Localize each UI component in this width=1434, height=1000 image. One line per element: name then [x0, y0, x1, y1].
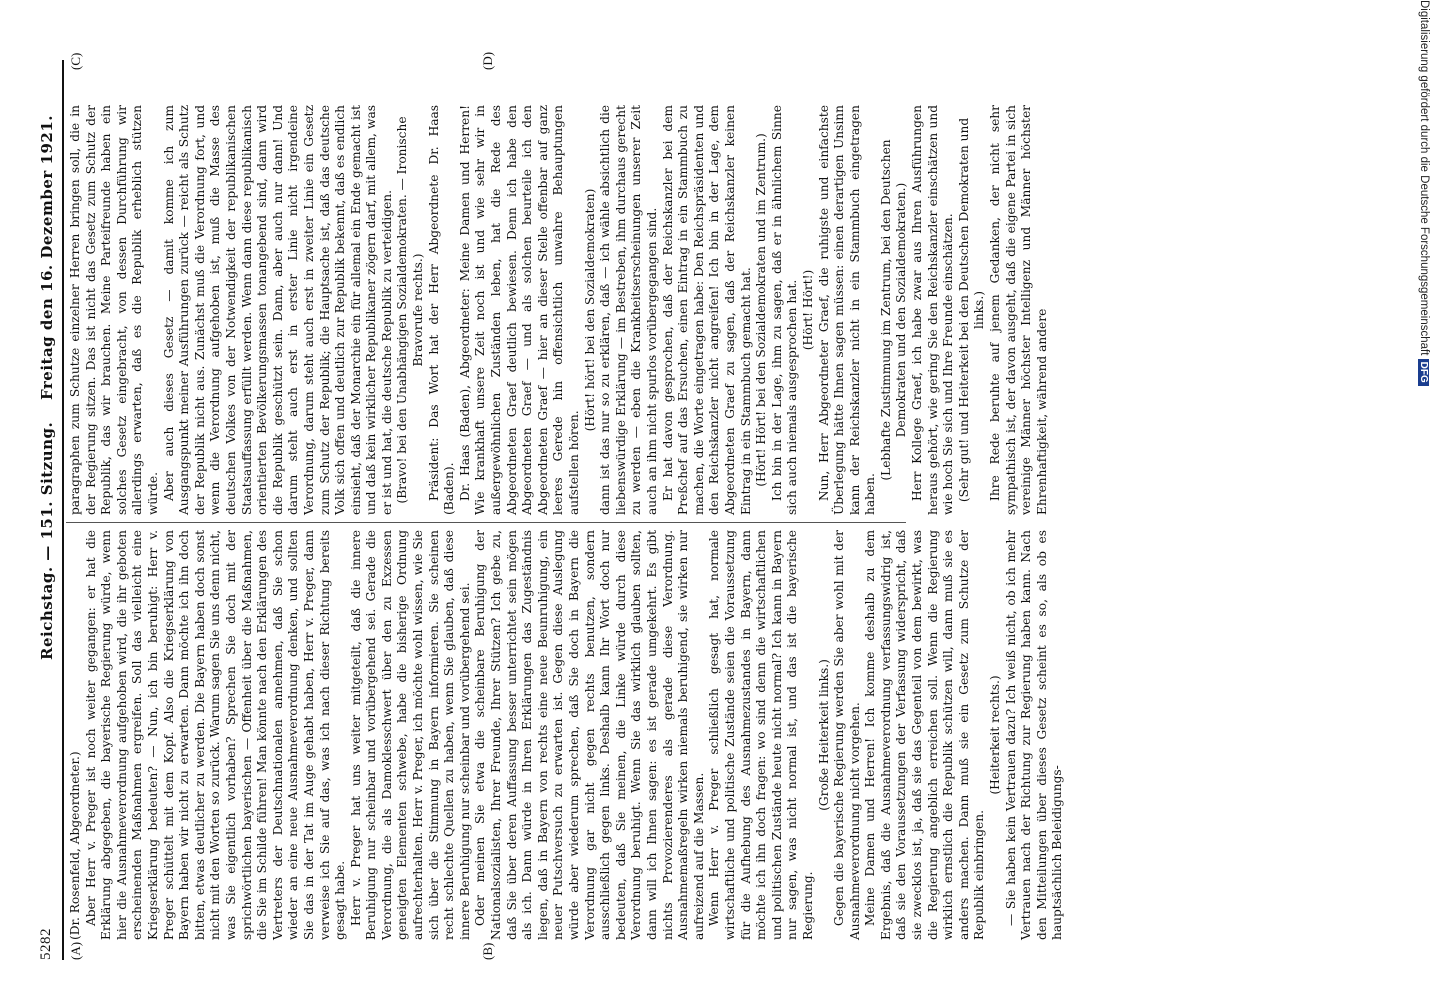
paragraph: (Heiterkeit rechts.) [988, 675, 1003, 795]
paragraph: dann ist das nur so zu erklären, daß — ich wähle absichtlich die liebenswürdige Erklärung — im Bestreben, ihm durchaus gerecht zu werden — eben die Krankheitserscheinungen unserer Zeit auch an ihm nicht spurlos vorübergegangen sind. [598, 105, 659, 515]
page-number: 5282 [38, 928, 54, 960]
paragraph: Er hat davon gesprochen, daß der Reichskanzler bei dem Preßchef auf das Ersuchen, einen Eintrag in ein Stammbuch zu machen, die Worte eingetragen habe: Den Reichspräsidenten und den Reichskanzler nicht angreifen! Ich bin in der Lage, dem Abgeordneten Graef zu sagen, daß der Reichskanzler keinen Eintrag in ein Stammbuch gemacht hat. [660, 105, 753, 515]
paragraph: Ich bin in der Lage, ihm zu sagen, daß er in ähnlichem Sinne sich auch niemals ausgesprochen hat. [769, 105, 800, 515]
credit-text: Digitalisierung gefördert durch die Deutsche Forschungsgemeinschaft [1418, 0, 1430, 356]
header-rule [62, 60, 64, 960]
paragraph: Herr Kollege Graef, ich habe zwar aus Ihren Ausführungen heraus gehört, wie gering Sie den Reichskanzler einschätzen und wie hoch Sie sich und Ihre Freunde einschätzen. [910, 105, 956, 515]
paragraph: paragraphen zum Schutze einzelner Herren bringen soll, die in der Regierung sitzen. Das ist nicht das Gesetz zum Schutz der Republik, das wir brauchen. Meine Parteifreunde haben ein solches Gesetz eingebracht, von dessen Durchführung wir allerdings erwarten, daß es die Republik erheblich stützen würde. [68, 105, 160, 515]
session-date: Freitag den 16. Dezember 1921. [38, 115, 56, 400]
margin-marker-a: (A) [68, 941, 83, 960]
dfg-logo: DFG [1418, 359, 1429, 386]
left-text-column [68, 530, 1065, 940]
paragraph: (Bravo! bei den Unabhängigen Sozialdemokraten. — Ironische Bravorufe rechts.) [395, 116, 426, 504]
paragraph: Aber Herr v. Preger ist noch weiter gegangen: er hat die Erklärung abgegeben, die bayerische Regierung würde, wenn hier die Ausnahmeverordnung aufgehoben wird, die ihr geboten erscheinenden Maßnahmen ergreifen. Soll das vielleicht eine Kriegserklärung bedeuten? — Nun, ich bin beruhigt: Herr v. Preger schüttelt mit dem Kopf. Also die Kriegserklärung von Bayern haben wir nicht zu erwarten. Dann möchte ich ihn doch bitten, etwas deutlicher zu werden. Die Bayern haben doch sonst nicht mit den Worten so zurück. Warum sagen Sie uns denn nicht, was Sie eigentlich vorhaben? Sprechen Sie doch mit der sprichwörtlichen bayerischen — Offenheit über die Maßnahmen, die Sie im Schilde führen! Man könnte nach den Erklärungen des Vertreters der Deutschnationalen annehmen, daß Sie schon wieder an eine neue Ausnahmeverordnung denken, und sollten Sie das in der Tat im Auge gehabt haben, Herr v. Preger, dann verweise ich Sie auf das, was ich nach dieser Richtung bereits gesagt habe. [83, 530, 348, 940]
margin-marker-d: (D) [480, 51, 495, 70]
paragraph: Ihre Rede beruhte auf jenem Gedanken, der nicht sehr sympathisch ist, der davon ausgeht, daß die eigene Partei in sich vereinige Männer höchster Intelligenz und Männer höchster Ehrenhaftigkeit, während andere [988, 105, 1049, 515]
paragraph: Herr v. Preger hat uns weiter mitgeteilt, daß die innere Beruhigung nur scheinbar und vorübergehend sei. Gerade die Verordnung, die als Damoklesschwert über den zu Exzessen geneigten Elementen schwebe, habe die bisherige Ordnung aufrechterhalten. Herr v. Preger, ich möchte wohl wissen, wie Sie sich über die Stimmung in Bayern informieren. Sie scheinen recht schlechte Quellen zu haben, wenn Sie glauben, daß diese innere Beruhigung nur scheinbar und vorübergehend sei. [348, 530, 472, 940]
margin-marker-b: (B) [480, 942, 495, 960]
column-divider [66, 522, 906, 523]
paragraph: (Hört! Hört!) [800, 269, 815, 351]
session-title: Reichstag. — 151. Sitzung. [38, 421, 56, 660]
paragraph: — Sie haben kein Vertrauen dazu? Ich weiß nicht, ob ich mehr Vertrauen nach der Richtung zur Regierung haben kann. Nach den Mitteilungen über dieses Gesetz scheint es so, als ob es hauptsächlich Beleidigungs- [1003, 530, 1065, 940]
paragraph: Gegen die bayerische Regierung werden Sie aber wohl mit der Ausnahmeverordnung nicht vorgehen. [832, 530, 862, 940]
paragraph: (Dr. Rosenfeld, Abgeordneter.) [68, 751, 82, 940]
paragraph: (Lebhafte Zustimmung im Zentrum, bei den Deutschen Demokraten und den Sozialdemokraten.) [878, 139, 909, 481]
paragraph: Präsident: Das Wort hat der Herr Abgeordnete Dr. Haas (Baden). [426, 105, 457, 515]
digitization-credit [1412, 0, 1434, 1000]
paragraph: Nun, Herr Abgeordneter Graef, die ruhigste und einfachste Überlegung hätte Ihnen sagen müssen: einen derartigen Unsinn kann der Reichskanzler nicht in ein Stammbuch eingetragen haben. [816, 105, 878, 515]
paragraph: (Hört! hört! bei den Sozialdemokraten) [582, 188, 597, 432]
paragraph: (Sehr gut! und Heiterkeit bei den Deutschen Demokraten und links.) [956, 117, 987, 503]
paragraph: Oder meinen Sie etwa die scheinbare Beruhigung der Nationalsozialisten, Ihrer Freunde, Ihrer Stützen? Ich gebe zu, daß Sie über deren Auffassung besser unterrichtet sein mögen als ich. Dann würde in Ihren Erklärungen das Zugeständnis liegen, daß in Bayern von rechts eine neue Beunruhigung, ein neuer Putschversuch zu erwarten ist. Gegen diese Auslegung würde aber wiederum sprechen, daß Sie doch in Bayern die Verordnung gar nicht gegen rechts benutzen, sondern ausschließlich gegen links. Deshalb kann Ihr Wort doch nur bedeuten, daß Sie meinen, die Linke würde durch diese Verordnung beruhigt. Wenn Sie das wirklich glauben sollten, dann will ich Ihnen sagen: es ist gerade umgekehrt. Es gibt nichts Provozierenderes als gerade diese Verordnung. Ausnahmemaßregeln wirken niemals beruhigend, sie wirken nur aufreizend auf die Massen. [473, 530, 706, 940]
paragraph: Aber auch dieses Gesetz — damit komme ich zum Ausgangspunkt meiner Ausführungen zurück — reicht als Schutz der Republik nicht aus. Zunächst muß die Verordnung fort, und wenn die Verordnung aufgehoben ist, muß die Masse des deutschen Volkes von der Notwendigkeit der republikanischen Staatsauffassung erfüllt werden. Wenn dann diese republikanisch orientierten Bevölkerungsmassen tonangebend sind, dann wird die Republik geschützt sein. Dann, aber auch nur dann! Und darum steht auch erst in erster Linie nicht irgendeine Verordnung, darum steht auch erst in zweiter Linie ein Gesetz zum Schutz der Republik; die Hauptsache ist, daß das deutsche Volk sich offen und deutlich zur Republik bekennt, daß es endlich einsieht, daß der Monarchie ein für allemal ein Ende gemacht ist und daß kein wirklicher Republikaner zögern darf, mit allem, was er ist und hat, die deutsche Republik zu verteidigen. [161, 105, 394, 515]
paragraph: (Große Heiterkeit links.) [816, 659, 831, 811]
margin-marker-c: (C) [68, 52, 83, 70]
running-header [38, 90, 60, 960]
paragraph: (Hört! Hört! bei den Sozialdemokraten und im Zentrum.) [754, 133, 769, 487]
paragraph: Dr. Haas (Baden), Abgeordneter: Meine Damen und Herren! Wie krankhaft unsere Zeit noch ist und wie sehr wir in außergewöhnlichen Zuständen leben, hat die Rede des Abgeordneten Graef deutlich bewiesen. Denn ich habe den Abgeordneten Graef — und als solchen beurteile ich den Abgeordneten Graef — hier an dieser Stelle offenbar auf ganz leeres Gerede hin offensichtlich unwahre Behauptungen aufstellen hören. [457, 105, 581, 515]
paragraph: Wenn Herr v. Preger schließlich gesagt hat, normale wirtschaftliche und politische Zustände seien die Voraussetzung für die Aufhebung des Ausnahmezustandes in Bayern, dann möchte ich ihn doch fragen: wo sind denn die wirtschaftlichen und politischen Zustände heute nicht normal? Ich kann in Bayern nur sagen, was nicht normal ist, und das ist die bayerische Regierung. [707, 530, 815, 940]
paragraph: Meine Damen und Herren! Ich komme deshalb zu dem Ergebnis, daß die Ausnahmeverordnung verfassungswidrig ist, daß sie den Voraussetzungen der Verfassung widerspricht, daß sie zwecklos ist, ja, daß sie das Gegenteil von dem bewirkt, was die Regierung angeblich erreichen soll. Wenn die Regierung wirklich ernstlich die Republik schützen will, dann muß sie es anders machen. Dann muß sie ein Gesetz zum Schutze der Republik einbringen. [863, 530, 987, 940]
right-text-column [68, 105, 1049, 515]
